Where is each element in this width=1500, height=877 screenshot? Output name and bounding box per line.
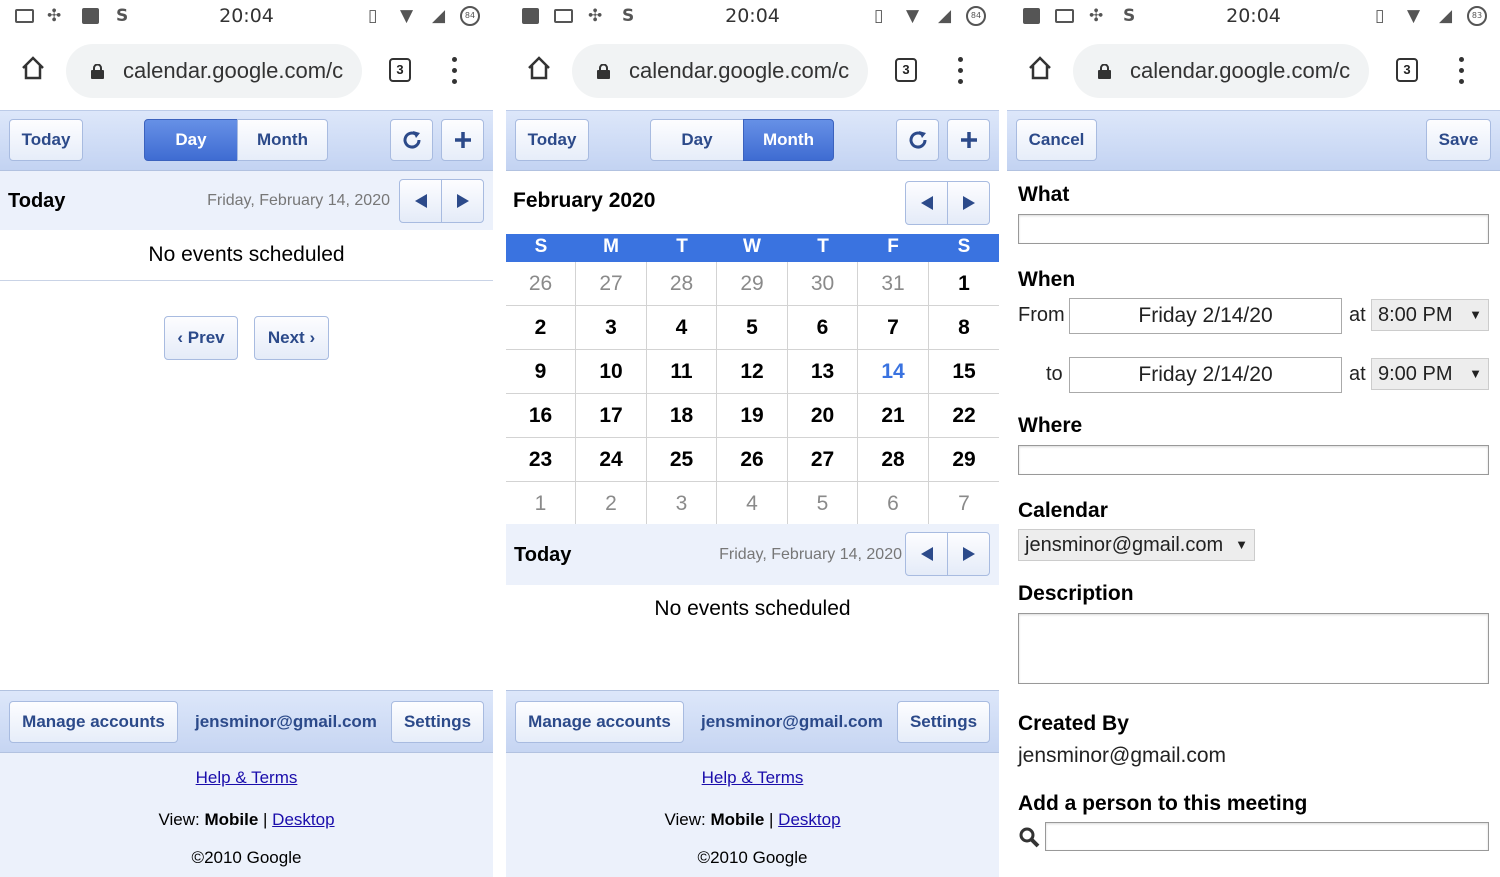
cancel-button[interactable]: Cancel [1016, 119, 1097, 161]
s-app-icon: S [1123, 6, 1136, 26]
to-date-field[interactable]: Friday 2/14/20 [1069, 357, 1342, 393]
weekday-label: M [603, 236, 619, 257]
calendar-day-cell[interactable]: 27 [576, 262, 647, 306]
add-person-input[interactable] [1045, 822, 1489, 851]
status-bar [0, 0, 493, 32]
status-bar [506, 0, 999, 32]
refresh-icon [401, 129, 423, 151]
calendar-day-cell[interactable]: 2 [576, 482, 647, 526]
clock: 20:04 [1226, 5, 1281, 27]
view-separator: | [764, 810, 779, 829]
current-date: Friday, February 14, 2020 [719, 546, 902, 563]
day-tab[interactable]: Day [144, 119, 238, 161]
right-arrow-icon [456, 193, 470, 209]
where-input[interactable] [1018, 445, 1489, 475]
previous-day-button[interactable] [905, 532, 948, 576]
search-icon [1018, 826, 1040, 848]
left-arrow-icon [920, 546, 934, 562]
settings-button[interactable]: Settings [391, 701, 484, 743]
footer [0, 753, 493, 877]
view-prefix: View: [664, 810, 711, 829]
month-navigation [905, 181, 991, 225]
what-input[interactable] [1018, 214, 1489, 244]
address-bar [1007, 32, 1500, 110]
today-label: Today [8, 190, 66, 212]
status-bar [1007, 0, 1500, 32]
day-tab[interactable]: Day [650, 119, 744, 161]
month-title: February 2020 [513, 189, 656, 212]
calendar-label: Calendar [1018, 499, 1108, 522]
account-bar [0, 690, 493, 753]
at-label: at [1349, 363, 1366, 385]
calendar-day-cell[interactable]: 27 [788, 438, 858, 482]
calendar-day-cell[interactable]: 1 [929, 262, 999, 306]
calendar-day-cell[interactable]: 7 [858, 306, 929, 350]
no-events-message: No events scheduled [654, 597, 851, 620]
wifi-icon: ▼ [906, 6, 920, 26]
lock-icon [1097, 64, 1112, 79]
next-day-button[interactable] [441, 179, 484, 223]
view-toolbar [506, 110, 999, 171]
calendar-day-cell[interactable]: 2 [506, 306, 576, 350]
more-menu-icon[interactable] [452, 57, 458, 85]
today-button[interactable]: Today [515, 119, 589, 161]
signal-icon: ◢ [938, 6, 952, 26]
calendar-day-cell[interactable]: 31 [858, 262, 929, 306]
view-mobile: Mobile [204, 810, 259, 829]
calendar-day-cell[interactable]: 29 [717, 262, 788, 306]
from-time-select[interactable] [1371, 299, 1489, 331]
vibrate-icon: ▯ [368, 6, 378, 26]
weekday-label: F [887, 236, 899, 257]
next-month-button[interactable] [947, 181, 990, 225]
calendar-day-cell[interactable]: 17 [576, 394, 647, 438]
calendar-day-cell[interactable]: 21 [858, 394, 929, 438]
weekday-label: S [534, 236, 548, 257]
weekday-label: W [743, 236, 761, 257]
when-label: When [1018, 268, 1076, 291]
calendar-day-cell[interactable]: 15 [929, 350, 999, 394]
to-time-value: 9:00 PM [1378, 363, 1453, 385]
calendar-day-cell[interactable]: 7 [929, 482, 999, 526]
desktop-link[interactable]: Desktop [778, 810, 841, 829]
today-label: Today [514, 544, 572, 566]
dropdown-arrow-icon: ▼ [1469, 307, 1482, 322]
previous-month-button[interactable] [905, 181, 948, 225]
left-arrow-icon [414, 193, 428, 209]
what-label: What [1018, 183, 1070, 206]
copyright: ©2010 Google [697, 848, 808, 867]
day-view-screen [0, 0, 493, 877]
from-date-field[interactable]: Friday 2/14/20 [1069, 298, 1342, 334]
calendar-day-cell[interactable]: 25 [647, 438, 717, 482]
calendar-day-cell[interactable]: 26 [506, 262, 576, 306]
home-icon[interactable] [20, 55, 46, 81]
pinwheel-icon: ✣ [1089, 6, 1104, 26]
created-by-value: jensminor@gmail.com [1018, 744, 1227, 767]
url-field[interactable] [66, 44, 362, 98]
pinwheel-icon: ✣ [588, 6, 603, 26]
tab-switcher-button[interactable]: 3 [1396, 58, 1418, 82]
view-toolbar [0, 110, 493, 171]
tab-switcher-button[interactable]: 3 [895, 58, 917, 82]
address-bar [0, 32, 493, 110]
vibrate-icon: ▯ [1375, 6, 1385, 26]
next-day-button[interactable] [947, 532, 990, 576]
tab-switcher-button[interactable]: 3 [389, 58, 411, 82]
from-time-value: 8:00 PM [1378, 304, 1453, 326]
right-arrow-icon [962, 546, 976, 562]
prev-page-button[interactable]: ‹ Prev [164, 316, 238, 360]
calendar-day-cell[interactable]: 14 [858, 350, 929, 394]
clock: 20:04 [725, 5, 780, 27]
from-label: From [1018, 304, 1065, 326]
calendar-day-cell[interactable]: 29 [929, 438, 999, 482]
at-label: at [1349, 304, 1366, 326]
created-by-label: Created By [1018, 712, 1129, 735]
calendar-day-cell[interactable]: 23 [506, 438, 576, 482]
s-app-icon: S [116, 6, 129, 26]
help-terms-link[interactable]: Help & Terms [701, 768, 804, 787]
calendar-day-cell[interactable]: 30 [788, 262, 858, 306]
more-menu-icon[interactable] [1459, 57, 1465, 85]
calendar-day-cell[interactable]: 1 [506, 482, 576, 526]
calendar-day-cell[interactable]: 4 [647, 306, 717, 350]
dropdown-arrow-icon: ▼ [1469, 366, 1482, 381]
calendar-day-cell[interactable]: 11 [647, 350, 717, 394]
view-mobile: Mobile [710, 810, 765, 829]
calendar-day-cell[interactable]: 22 [929, 394, 999, 438]
save-button[interactable]: Save [1426, 119, 1491, 161]
current-date: Friday, February 14, 2020 [207, 192, 390, 209]
date-bar [0, 171, 493, 230]
description-textarea[interactable] [1018, 613, 1489, 684]
calendar-day-cell[interactable]: 6 [788, 306, 858, 350]
form-toolbar [1007, 110, 1500, 171]
refresh-icon [907, 129, 929, 151]
calendar-day-cell[interactable]: 24 [576, 438, 647, 482]
signal-icon: ◢ [1439, 6, 1453, 26]
url-field[interactable] [1073, 44, 1369, 98]
calendar-day-cell[interactable]: 28 [647, 262, 717, 306]
no-events-message: No events scheduled [148, 243, 345, 266]
calendar-day-cell[interactable]: 28 [858, 438, 929, 482]
help-terms-link[interactable]: Help & Terms [195, 768, 298, 787]
refresh-button[interactable] [896, 119, 939, 161]
account-email: jensminor@gmail.com [195, 712, 377, 731]
copyright: ©2010 Google [191, 848, 302, 867]
plus-icon [453, 130, 473, 150]
where-label: Where [1018, 414, 1083, 437]
calendar-value: jensminor@gmail.com [1025, 534, 1224, 556]
calendar-day-cell[interactable]: 6 [858, 482, 929, 526]
weekday-label: T [676, 236, 688, 257]
calendar-day-cell[interactable]: 4 [717, 482, 788, 526]
s-app-icon: S [622, 6, 635, 26]
calendar-day-cell[interactable]: 13 [788, 350, 858, 394]
settings-button[interactable]: Settings [897, 701, 990, 743]
to-label: to [1046, 363, 1063, 385]
calendar-day-cell[interactable]: 3 [576, 306, 647, 350]
day-navigation [399, 179, 485, 223]
weekday-header [506, 234, 999, 262]
url-text: calendar.google.com/c [1130, 58, 1351, 83]
manage-accounts-button[interactable]: Manage accounts [515, 701, 684, 743]
month-grid [506, 262, 999, 524]
lock-icon [90, 64, 105, 79]
month-view-screen [506, 0, 999, 877]
refresh-button[interactable] [390, 119, 433, 161]
calendar-day-cell[interactable]: 10 [576, 350, 647, 394]
add-event-button[interactable] [441, 119, 484, 161]
calendar-select[interactable] [1018, 529, 1255, 561]
calendar-day-cell[interactable]: 9 [506, 350, 576, 394]
right-arrow-icon [962, 195, 976, 211]
calendar-day-cell[interactable]: 26 [717, 438, 788, 482]
address-bar [506, 32, 999, 110]
dropdown-arrow-icon: ▼ [1235, 537, 1248, 552]
month-tab[interactable]: Month [237, 119, 328, 161]
add-person-label: Add a person to this meeting [1018, 792, 1308, 815]
footer [506, 753, 999, 877]
divider [0, 280, 493, 281]
wifi-icon: ▼ [400, 6, 414, 26]
view-separator: | [258, 810, 273, 829]
account-email: jensminor@gmail.com [701, 712, 883, 731]
view-prefix: View: [158, 810, 205, 829]
signal-icon: ◢ [432, 6, 446, 26]
day-navigation [905, 532, 991, 576]
calendar-day-cell[interactable]: 3 [647, 482, 717, 526]
url-text: calendar.google.com/c [123, 58, 344, 83]
url-text: calendar.google.com/c [629, 58, 850, 83]
pinwheel-icon: ✣ [47, 6, 62, 26]
next-page-button[interactable]: Next › [254, 316, 329, 360]
new-event-screen [1007, 0, 1500, 877]
url-field[interactable] [572, 44, 868, 98]
clock: 20:04 [219, 5, 274, 27]
month-tab[interactable]: Month [743, 119, 834, 161]
home-icon[interactable] [526, 55, 552, 81]
left-arrow-icon [920, 195, 934, 211]
more-menu-icon[interactable] [958, 57, 964, 85]
battery-icon: 84 [460, 6, 480, 26]
calendar-day-cell[interactable]: 18 [647, 394, 717, 438]
battery-icon: 84 [966, 6, 986, 26]
home-icon[interactable] [1027, 55, 1053, 81]
desktop-link[interactable]: Desktop [272, 810, 335, 829]
manage-accounts-button[interactable]: Manage accounts [9, 701, 178, 743]
add-event-button[interactable] [947, 119, 990, 161]
lock-icon [596, 64, 611, 79]
calendar-day-cell[interactable]: 16 [506, 394, 576, 438]
wifi-icon: ▼ [1407, 6, 1421, 26]
battery-icon: 83 [1467, 6, 1487, 26]
calendar-day-cell[interactable]: 19 [717, 394, 788, 438]
weekday-label: S [957, 236, 971, 257]
date-bar [506, 524, 999, 585]
calendar-day-cell[interactable]: 5 [788, 482, 858, 526]
weekday-label: T [817, 236, 829, 257]
calendar-day-cell[interactable]: 12 [717, 350, 788, 394]
description-label: Description [1018, 582, 1134, 605]
calendar-day-cell[interactable]: 5 [717, 306, 788, 350]
today-button[interactable]: Today [9, 119, 83, 161]
to-time-select[interactable] [1371, 358, 1489, 390]
account-bar [506, 690, 999, 753]
plus-icon [959, 130, 979, 150]
calendar-day-cell[interactable]: 8 [929, 306, 999, 350]
previous-day-button[interactable] [399, 179, 442, 223]
calendar-day-cell[interactable]: 20 [788, 394, 858, 438]
vibrate-icon: ▯ [874, 6, 884, 26]
